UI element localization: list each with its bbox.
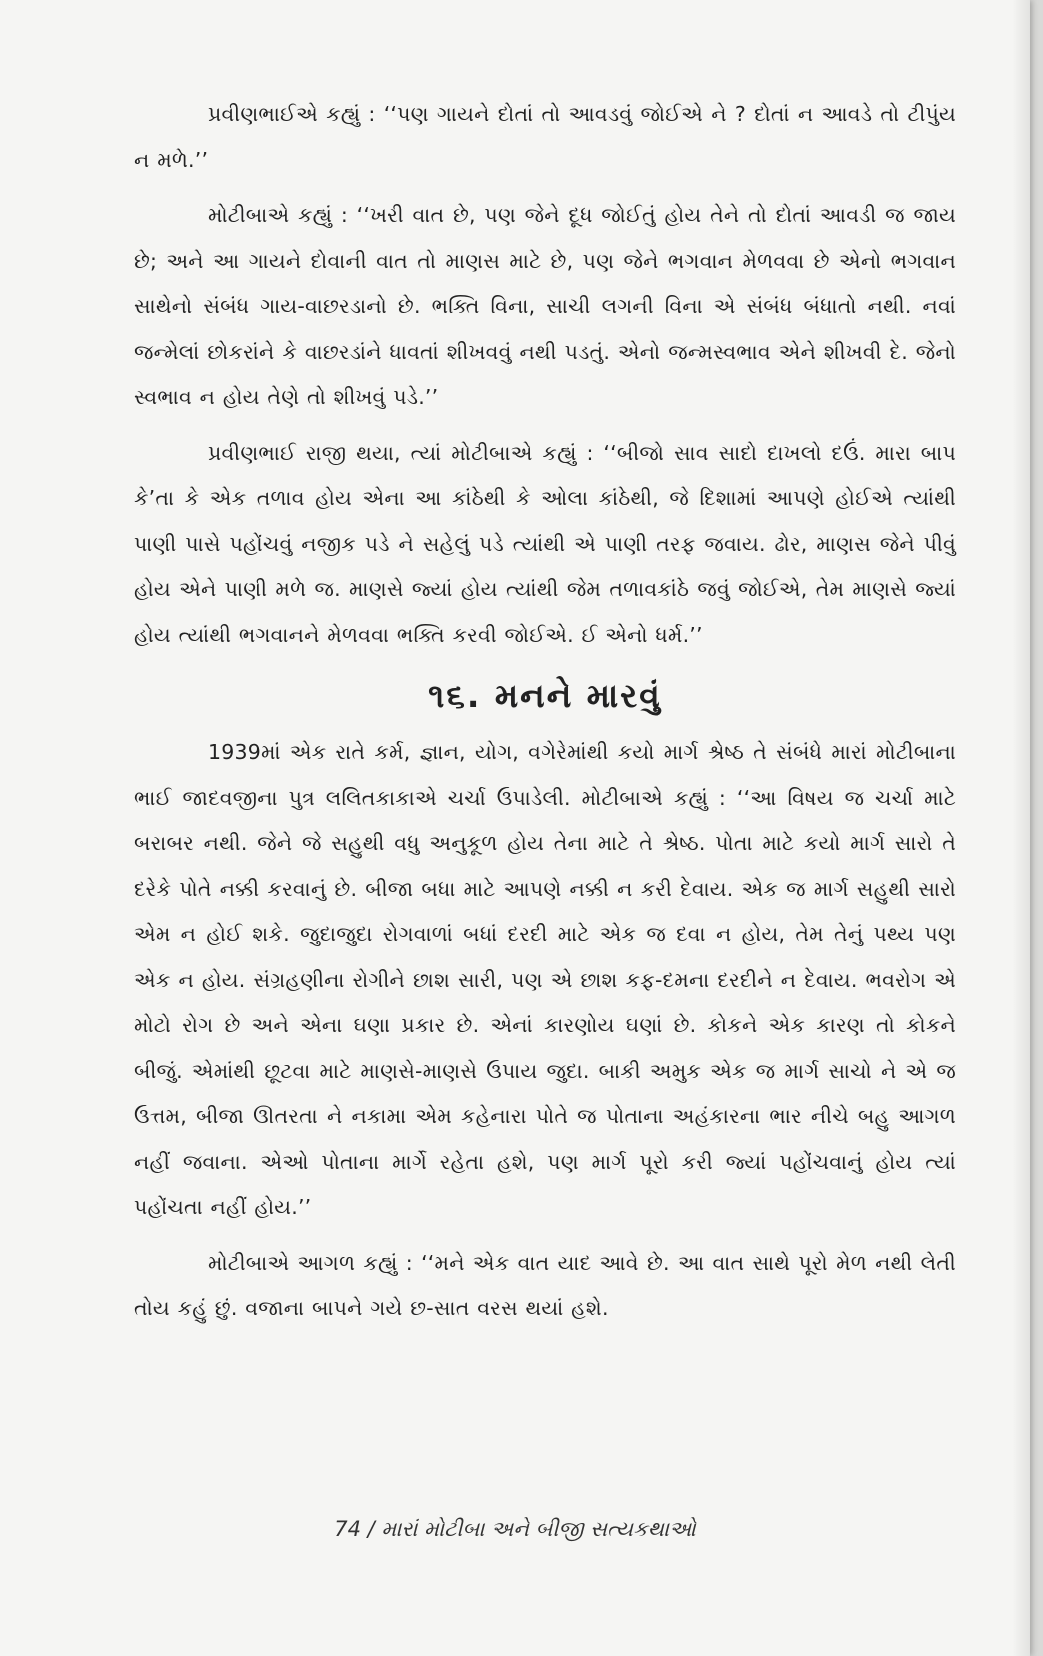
paragraph-2: મોટીબાએ કહ્યું : ‘‘ખરી વાત છે, પણ જેને દૂધ જોઈતું હોય તેને તો દોતાં આવડી જ જાય છે; અને આ ગાયને દોવાની વાત તો માણસ માટે છે, પણ જેને ભગવાન મેળવવા છે એનો ભગવાન સાથેનો સંબંધ ગાય-વાછરડાનો છે. ભક્તિ વિના, સાચી લગની વિના એ સંબંધ બંધાતો નથી. નવાં જન્મેલાં છોકરાંને કે વાછરડાંને ધાવતાં શીખવવું નથી પડતું. એનો જન્મસ્વભાવ એને શીખવી દે. જેનો સ્વભાવ ન હોય તેણે તો શીખવું પડે.’’	[134, 203, 956, 409]
page-body	[134, 92, 956, 1342]
paragraph-5: મોટીબાએ આગળ કહ્યું : ‘‘મને એક વાત યાદ આવે છે. આ વાત સાથે પૂરો મેળ નથી લેતી તોય કહું છું. વજાના બાપને ગયે છ-સાત વરસ થયાં હશે.	[134, 1250, 956, 1320]
paragraph-4: 1939માં એક રાતે કર્મ, જ્ઞાન, યોગ, વગેરેમાંથી કયો માર્ગ શ્રેષ્ઠ તે સંબંધે મારાં મોટીબાના ભાઈ જાદવજીના પુત્ર લલિતકાકાએ ચર્ચા ઉપાડેલી. મોટીબાએ કહ્યું : ‘‘આ વિષય જ ચર્ચા માટે બરાબર નથી. જેને જે સહુથી વધુ અનુકૂળ હોય તેના માટે તે શ્રેષ્ઠ. પોતા માટે કયો માર્ગ સારો તે દરેકે પોતે નક્કી કરવાનું છે. બીજા બધા માટે આપણે નક્કી ન કરી દેવાય. એક જ માર્ગ સહુથી સારો એમ ન હોઈ શકે. જુદાજુદા રોગવાળાં બધાં દરદી માટે એક જ દવા ન હોય, તેમ તેનું પથ્ય પણ એક ન હોય. સંગ્રહણીના રોગીને છાશ સારી, પણ એ છાશ કફ-દમના દરદીને ન દેવાય. ભવરોગ એ મોટો રોગ છે અને એના ઘણા પ્રકાર છે. એનાં કારણોય ઘણાં છે. કોકને એક કારણ તો કોકને બીજું. એમાંથી છૂટવા માટે માણસે-માણસે ઉપાય જુદા. બાકી અમુક એક જ માર્ગ સાચો ને એ જ ઉત્તમ, બીજા ઊતરતા ને નકામા એમ કહેનારા પોતે જ પોતાના અહંકારના ભાર નીચે બહુ આગળ નહીં જવાના. એઓ પોતાના માર્ગે રહેતા હશે, પણ માર્ગ પૂરો કરી જ્યાં પહોંચવાનું હોય ત્યાં પહોંચતા નહીં હોય.’’	[134, 740, 956, 1219]
paragraph-3: પ્રવીણભાઈ રાજી થયા, ત્યાં મોટીબાએ કહ્યું : ‘‘બીજો સાવ સાદો દાખલો દઉં. મારા બાપ કે’તા કે એક તળાવ હોય એના આ કાંઠેથી કે ઓલા કાંઠેથી, જે દિશામાં આપણે હોઈએ ત્યાંથી પાણી પાસે પહોંચવું નજીક પડે ને સહેલું પડે ત્યાંથી એ પાણી તરફ જવાય. ઢોર, માણસ જેને પીવું હોય એને પાણી મળે જ. માણસે જ્યાં હોય ત્યાંથી જેમ તળાવકાંઠે જવું જોઈએ, તેમ માણસે જ્યાં હોય ત્યાંથી ભગવાનને મેળવવા ભક્તિ કરવી જોઈએ. ઈ એનો ધર્મ.’’	[134, 440, 956, 647]
page-footer: 74 / મારાં મોટીબા અને બીજી સત્યકથાઓ	[334, 1517, 696, 1541]
chapter-heading: ૧૬. મનને મારવું	[428, 676, 662, 715]
paragraph-1: પ્રવીણભાઈએ કહ્યું : ‘‘પણ ગાયને દોતાં તો આવડવું જોઈએ ને ? દોતાં ન આવડે તો ટીપુંય ન મળે.’’	[134, 102, 956, 172]
